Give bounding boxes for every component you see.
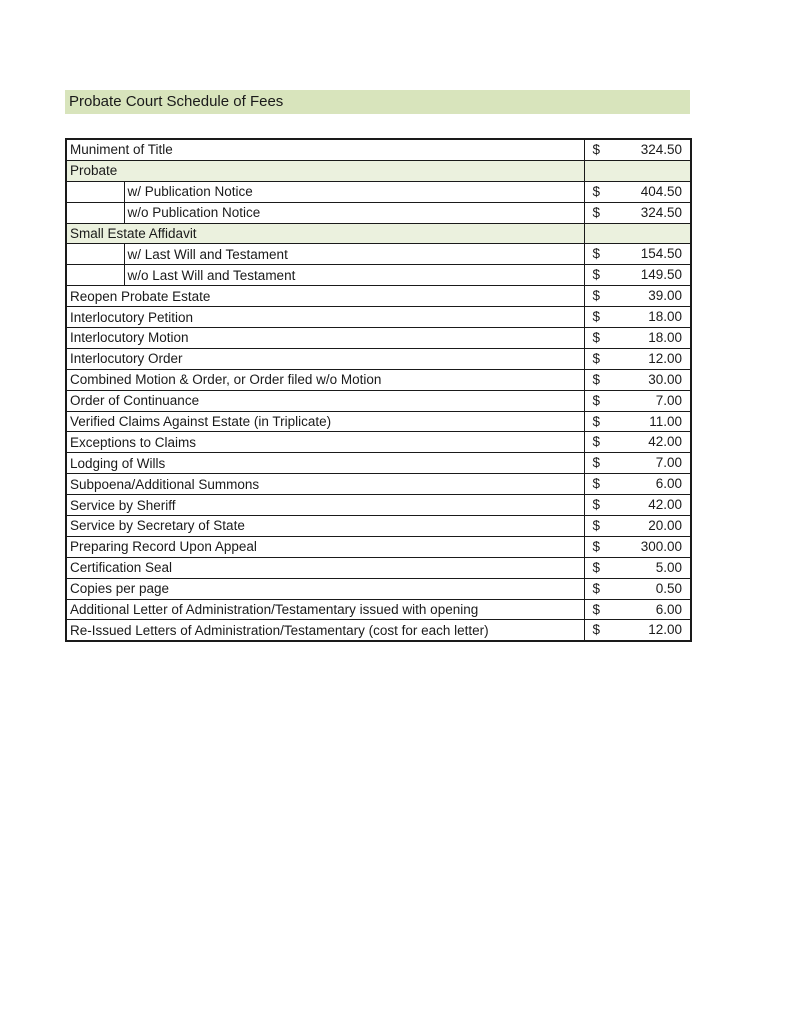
fee-label: Interlocutory Motion (66, 328, 584, 349)
fee-row (66, 286, 691, 307)
fee-amount: 20.00 (648, 518, 683, 534)
fee-row (66, 599, 691, 620)
fee-amount-cell (584, 286, 691, 307)
currency-symbol: $ (592, 204, 601, 220)
fee-label: Copies per page (66, 578, 584, 599)
currency-symbol: $ (592, 538, 601, 554)
indent-cell (66, 244, 124, 265)
currency-symbol: $ (592, 476, 601, 492)
fee-amount: 12.00 (648, 350, 683, 366)
currency-symbol: $ (592, 601, 601, 617)
fee-amount: 7.00 (655, 392, 683, 408)
fee-amount-cell (584, 599, 691, 620)
fee-amount: 324.50 (640, 204, 683, 220)
fee-row (66, 432, 691, 453)
fee-amount: 404.50 (640, 183, 683, 199)
fee-amount: 18.00 (648, 309, 683, 325)
section-row (66, 223, 691, 244)
currency-symbol: $ (592, 434, 601, 450)
currency-symbol: $ (592, 392, 601, 408)
fee-row (66, 557, 691, 578)
fee-label: w/ Publication Notice (124, 181, 584, 202)
fee-amount: 6.00 (655, 476, 683, 492)
fee-label: Order of Continuance (66, 390, 584, 411)
fee-row (66, 390, 691, 411)
fee-amount-cell (584, 453, 691, 474)
section-label: Probate (66, 160, 584, 181)
page-title: Probate Court Schedule of Fees (69, 93, 284, 110)
fee-label: Additional Letter of Administration/Testamentary issued with opening (66, 599, 584, 620)
fee-amount: 12.00 (648, 622, 683, 638)
fee-amount-cell (584, 369, 691, 390)
fee-amount-cell (584, 328, 691, 349)
fee-amount-cell (584, 348, 691, 369)
fee-amount: 11.00 (649, 413, 683, 429)
fee-label: Interlocutory Order (66, 348, 584, 369)
fee-row (66, 620, 691, 641)
fee-amount: 42.00 (648, 497, 683, 513)
fee-schedule-table (65, 138, 692, 642)
fee-label: Combined Motion & Order, or Order filed w/o Motion (66, 369, 584, 390)
fee-amount: 6.00 (655, 601, 683, 617)
indent-cell (66, 265, 124, 286)
fee-amount: 39.00 (648, 288, 683, 304)
fee-amount-cell (584, 223, 691, 244)
fee-amount: 154.50 (640, 246, 683, 262)
currency-symbol: $ (592, 183, 601, 199)
sub-item-row (66, 202, 691, 223)
fee-label: Lodging of Wills (66, 453, 584, 474)
fee-amount: 324.50 (640, 142, 683, 157)
fee-label: w/ Last Will and Testament (124, 244, 584, 265)
fee-label: Exceptions to Claims (66, 432, 584, 453)
indent-cell (66, 202, 124, 223)
currency-symbol: $ (592, 330, 601, 346)
fee-row (66, 516, 691, 537)
fee-amount: 7.00 (655, 455, 683, 471)
fee-amount-cell (584, 139, 691, 160)
fee-amount-cell (584, 265, 691, 286)
fee-amount: 18.00 (648, 330, 683, 346)
fee-amount-cell (584, 620, 691, 641)
section-label: Small Estate Affidavit (66, 223, 584, 244)
fee-amount-cell (584, 244, 691, 265)
fee-label: Service by Sheriff (66, 495, 584, 516)
fee-label: Verified Claims Against Estate (in Triplicate) (66, 411, 584, 432)
fee-amount: 300.00 (640, 538, 683, 554)
sub-item-row (66, 244, 691, 265)
currency-symbol: $ (592, 413, 601, 429)
fee-amount-cell (584, 307, 691, 328)
fee-label: Service by Secretary of State (66, 516, 584, 537)
currency-symbol: $ (592, 288, 601, 304)
fee-label: Certification Seal (66, 557, 584, 578)
fee-label: w/o Publication Notice (124, 202, 584, 223)
fee-row (66, 369, 691, 390)
currency-symbol: $ (592, 559, 601, 575)
fee-amount-cell (584, 495, 691, 516)
currency-symbol: $ (592, 350, 601, 366)
fee-amount-cell (584, 411, 691, 432)
fee-label: Interlocutory Petition (66, 307, 584, 328)
currency-symbol: $ (592, 309, 601, 325)
fee-amount: 5.00 (655, 559, 683, 575)
fee-amount: 42.00 (648, 434, 683, 450)
fee-label: Subpoena/Additional Summons (66, 474, 584, 495)
currency-symbol: $ (592, 371, 601, 387)
fee-amount-cell (584, 390, 691, 411)
fee-row (66, 536, 691, 557)
fee-row (66, 328, 691, 349)
fee-row (66, 411, 691, 432)
currency-symbol: $ (592, 580, 601, 596)
fee-amount-cell (584, 536, 691, 557)
currency-symbol: $ (592, 622, 601, 638)
fee-amount: 30.00 (648, 371, 683, 387)
fee-amount-cell (584, 432, 691, 453)
fee-label: Preparing Record Upon Appeal (66, 536, 584, 557)
currency-symbol: $ (592, 267, 601, 283)
currency-symbol: $ (592, 497, 601, 513)
section-row (66, 160, 691, 181)
currency-symbol: $ (592, 246, 601, 262)
fee-row (66, 348, 691, 369)
sub-item-row (66, 265, 691, 286)
sub-item-row (66, 181, 691, 202)
fee-amount-cell (584, 474, 691, 495)
fee-amount-cell (584, 160, 691, 181)
indent-cell (66, 181, 124, 202)
fee-label: Re-Issued Letters of Administration/Testamentary (cost for each letter) (66, 620, 584, 641)
fee-row (66, 139, 691, 160)
fee-amount-cell (584, 202, 691, 223)
fee-label: Muniment of Title (66, 139, 584, 160)
fee-amount-cell (584, 578, 691, 599)
fee-amount-cell (584, 557, 691, 578)
currency-symbol: $ (592, 518, 601, 534)
fee-amount-cell (584, 516, 691, 537)
fee-amount: 149.50 (640, 267, 683, 283)
fee-label: w/o Last Will and Testament (124, 265, 584, 286)
fee-label: Reopen Probate Estate (66, 286, 584, 307)
title-banner (65, 90, 690, 114)
currency-symbol: $ (592, 455, 601, 471)
fee-amount-cell (584, 181, 691, 202)
fee-row (66, 474, 691, 495)
fee-row (66, 453, 691, 474)
fee-amount: 0.50 (655, 580, 683, 596)
fee-row (66, 578, 691, 599)
fee-row (66, 495, 691, 516)
currency-symbol: $ (592, 142, 601, 157)
fee-row (66, 307, 691, 328)
